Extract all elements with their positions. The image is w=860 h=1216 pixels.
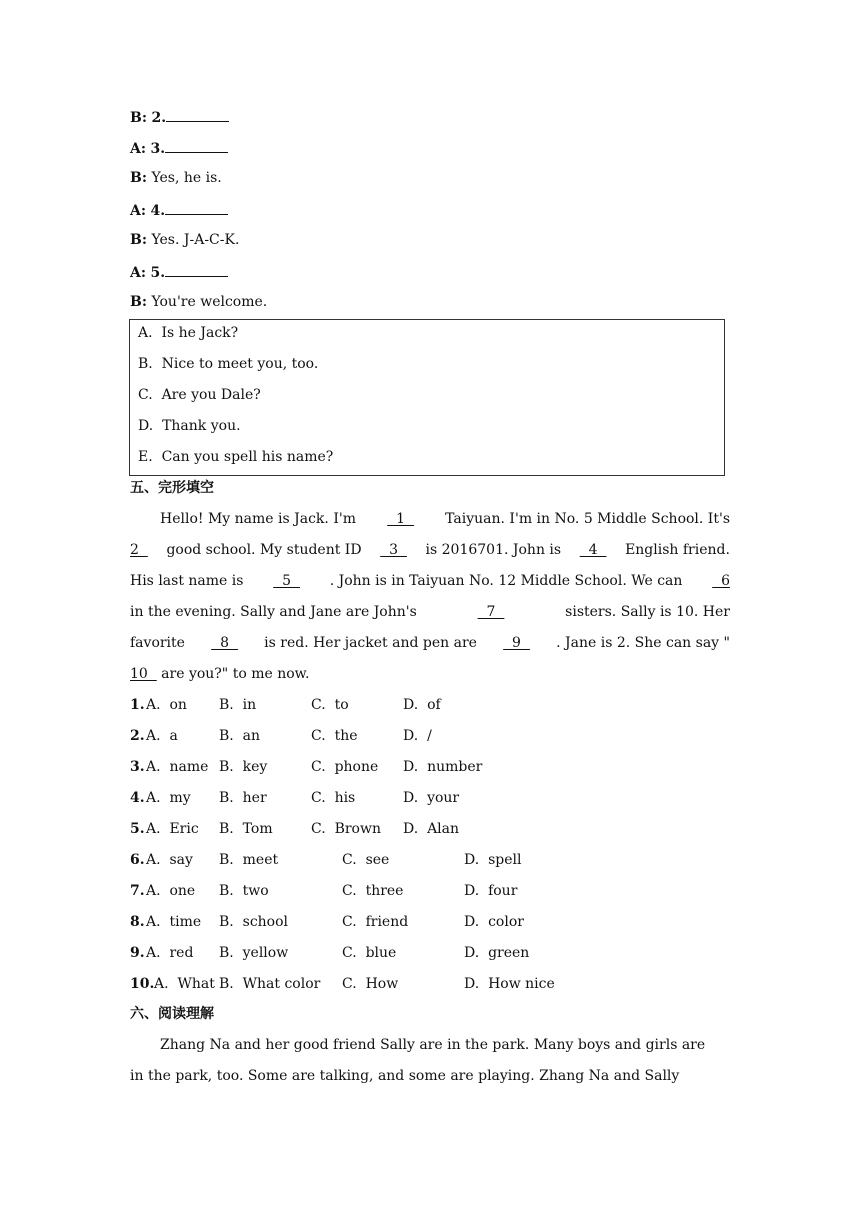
- question-number: 2.: [130, 728, 145, 744]
- dialogue-text: Yes, he is.: [151, 170, 222, 186]
- option-c: C. Are you Dale?: [138, 387, 261, 403]
- choice-d[interactable]: D. number: [403, 759, 483, 775]
- reading-text: Zhang Na and her good friend Sally are in the park. Many boys and girls are: [160, 1037, 706, 1053]
- passage-text: is red. Her jacket and pen are: [264, 635, 477, 651]
- choice-b[interactable]: B. her: [219, 790, 267, 806]
- passage-text: . Jane is 2. She can say ": [556, 635, 730, 651]
- choice-c[interactable]: C. How: [342, 976, 399, 992]
- choice-c[interactable]: C. three: [342, 883, 404, 899]
- choice-a[interactable]: A. on: [146, 697, 187, 713]
- blank-5[interactable]: 5: [273, 573, 300, 589]
- question-number: 3.: [130, 759, 145, 775]
- choice-a[interactable]: A. Eric: [146, 821, 199, 837]
- options-box: [129, 319, 725, 476]
- choice-c[interactable]: C. friend: [342, 914, 409, 930]
- passage-text: good school. My student ID: [166, 542, 362, 558]
- passage-text: English friend.: [625, 542, 730, 558]
- choice-c[interactable]: C. to: [311, 697, 349, 713]
- choice-a[interactable]: A. time: [146, 914, 202, 930]
- option-e: E. Can you spell his name?: [138, 449, 334, 465]
- dialogue-text: You're welcome.: [151, 294, 268, 310]
- passage-line-2: [130, 540, 730, 560]
- choice-c[interactable]: C. see: [342, 852, 390, 868]
- choice-a[interactable]: A. one: [146, 883, 196, 899]
- choice-b[interactable]: B. meet: [219, 852, 279, 868]
- passage-line-4: [130, 602, 730, 622]
- question-number: 3.: [150, 141, 166, 157]
- speaker: A:: [130, 141, 147, 157]
- passage-text: . John is in Taiyuan No. 12 Middle School. We can: [329, 573, 683, 589]
- choice-b[interactable]: B. Tom: [219, 821, 273, 837]
- question-number: 9.: [130, 945, 145, 961]
- choice-a[interactable]: A. my: [146, 790, 191, 806]
- passage-line-3: [130, 571, 730, 591]
- reading-text: in the park, too. Some are talking, and some are playing. Zhang Na and Sally: [130, 1068, 680, 1084]
- dialogue-line-5: [130, 261, 228, 283]
- dialogue-line: [130, 230, 239, 250]
- passage-text: Taiyuan. I'm in No. 5 Middle School. It's: [445, 511, 730, 527]
- option-d: D. Thank you.: [138, 418, 241, 434]
- choice-d[interactable]: D. spell: [464, 852, 522, 868]
- passage-text: are you?" to me now.: [156, 666, 310, 682]
- passage-text: is 2016701. John is: [425, 542, 562, 558]
- blank-1[interactable]: 1: [387, 511, 414, 527]
- choice-d[interactable]: D. /: [403, 728, 432, 744]
- choice-c[interactable]: C. his: [311, 790, 356, 806]
- choice-b[interactable]: B. an: [219, 728, 261, 744]
- blank-2[interactable]: 2: [130, 542, 148, 558]
- choice-d[interactable]: D. your: [403, 790, 460, 806]
- choice-c[interactable]: C. the: [311, 728, 358, 744]
- choice-b[interactable]: B. What color: [219, 976, 321, 992]
- reading-line-2: [130, 1066, 730, 1086]
- choice-c[interactable]: C. phone: [311, 759, 379, 775]
- question-number: 7.: [130, 883, 145, 899]
- blank-7[interactable]: 7: [477, 604, 505, 620]
- blank-3[interactable]: 3: [380, 542, 407, 558]
- passage-text: favorite: [130, 635, 185, 651]
- passage-text: in the evening. Sally and Jane are John's: [130, 604, 417, 620]
- passage-line-1: [130, 509, 730, 529]
- dialogue-line-4: [130, 199, 228, 221]
- question-number: 5.: [150, 265, 166, 281]
- speaker: A:: [130, 203, 147, 219]
- dialogue-line-3: [130, 137, 228, 159]
- dialogue-line-2: [130, 106, 229, 128]
- choice-a[interactable]: A. say: [146, 852, 193, 868]
- choice-c[interactable]: C. Brown: [311, 821, 381, 837]
- answer-blank[interactable]: [166, 106, 229, 122]
- choice-b[interactable]: B. two: [219, 883, 269, 899]
- choice-d[interactable]: D. four: [464, 883, 518, 899]
- question-number: 4.: [130, 790, 145, 806]
- choice-b[interactable]: B. yellow: [219, 945, 289, 961]
- section-title-cloze: 五、完形填空: [130, 480, 214, 496]
- question-number: 10.: [130, 976, 155, 992]
- question-number: 2.: [151, 110, 167, 126]
- choice-d[interactable]: D. color: [464, 914, 524, 930]
- dialogue-line: [130, 292, 267, 312]
- speaker: B:: [130, 232, 148, 248]
- speaker: B:: [130, 294, 148, 310]
- blank-9[interactable]: 9: [503, 635, 530, 651]
- speaker: A:: [130, 265, 147, 281]
- section-title-reading: 六、阅读理解: [130, 1006, 214, 1022]
- blank-10[interactable]: 10: [130, 666, 157, 682]
- option-a: A. Is he Jack?: [138, 325, 239, 341]
- choice-d[interactable]: D. of: [403, 697, 441, 713]
- blank-4[interactable]: 4: [579, 542, 607, 558]
- choice-a[interactable]: A. What: [154, 976, 215, 992]
- choice-a[interactable]: A. name: [146, 759, 209, 775]
- passage-text: sisters. Sally is 10. Her: [565, 604, 730, 620]
- passage-text: Hello! My name is Jack. I'm: [160, 511, 356, 527]
- choice-d[interactable]: D. Alan: [403, 821, 460, 837]
- question-number: 8.: [130, 914, 145, 930]
- question-number: 1.: [130, 697, 145, 713]
- speaker: B:: [130, 110, 148, 126]
- passage-line-6: [130, 664, 730, 684]
- question-number: 5.: [130, 821, 145, 837]
- dialogue-text: Yes. J-A-C-K.: [151, 232, 240, 248]
- dialogue-line: [130, 168, 222, 188]
- choice-a[interactable]: A. red: [146, 945, 194, 961]
- blank-8[interactable]: 8: [211, 635, 238, 651]
- question-number: 6.: [130, 852, 145, 868]
- choice-d[interactable]: D. green: [464, 945, 530, 961]
- answer-blank[interactable]: [165, 261, 228, 277]
- choice-c[interactable]: C. blue: [342, 945, 397, 961]
- blank-6[interactable]: 6: [712, 573, 730, 589]
- choice-b[interactable]: B. school: [219, 914, 289, 930]
- reading-line-1: [130, 1035, 730, 1055]
- passage-text: His last name is: [130, 573, 244, 589]
- answer-blank[interactable]: [165, 137, 228, 153]
- question-number: 4.: [150, 203, 166, 219]
- option-b: B. Nice to meet you, too.: [138, 356, 319, 372]
- choice-b[interactable]: B. key: [219, 759, 268, 775]
- choice-d[interactable]: D. How nice: [464, 976, 555, 992]
- speaker: B:: [130, 170, 148, 186]
- passage-line-5: [130, 633, 730, 653]
- choice-a[interactable]: A. a: [146, 728, 178, 744]
- answer-blank[interactable]: [165, 199, 228, 215]
- choice-b[interactable]: B. in: [219, 697, 257, 713]
